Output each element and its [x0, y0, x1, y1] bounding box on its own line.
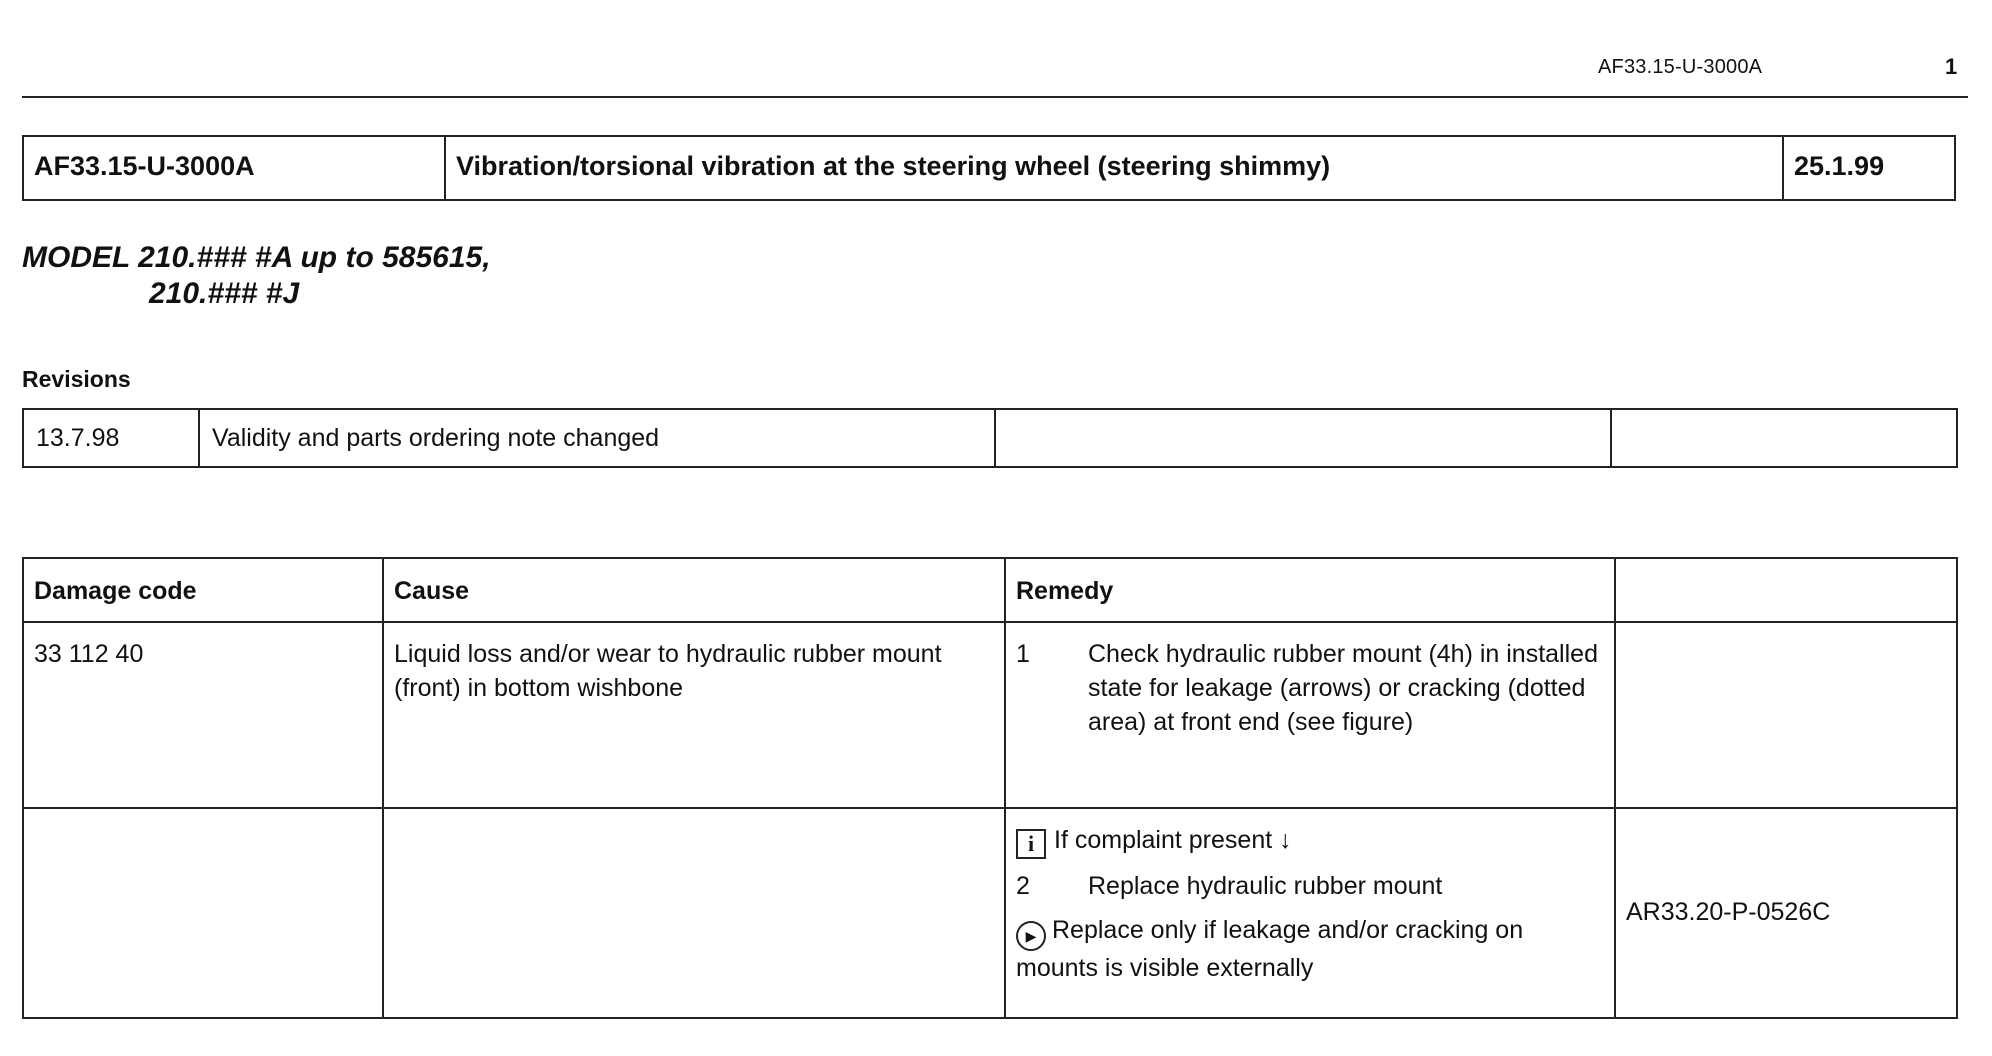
revisions-label: Revisions: [22, 366, 131, 392]
diagnosis-table: [22, 557, 1958, 1019]
title-table: [22, 135, 1956, 201]
info-text: If complaint present ↓: [1054, 826, 1292, 854]
header-cause: Cause: [383, 558, 1005, 622]
remedy-cell: [1005, 622, 1615, 808]
remedy-step-1: [1016, 637, 1604, 739]
revision-text: Validity and parts ordering note changed: [199, 409, 995, 467]
revision-row: [23, 409, 1957, 467]
info-box-icon: i: [1016, 829, 1046, 859]
table-row: [23, 622, 1957, 808]
step-number: 2: [1016, 872, 1030, 900]
revisions-table: [22, 408, 1958, 468]
title-date: 25.1.99: [1783, 136, 1955, 200]
damage-code-cell-empty: [23, 808, 383, 1018]
reference-link[interactable]: AR33.20-P-0526C: [1626, 898, 1831, 926]
reference-cell: [1615, 622, 1957, 808]
header-doc-code: AF33.15-U-3000A: [1598, 56, 1763, 78]
cause-cell-empty: [383, 808, 1005, 1018]
remedy-step-2: [1016, 869, 1604, 903]
model-line-2: 210.### #J: [149, 277, 300, 310]
revision-cell-4: [1611, 409, 1957, 467]
reference-cell: [1615, 808, 1957, 1018]
model-line-1: MODEL 210.### #A up to 585615,: [22, 241, 491, 274]
step-number: 1: [1016, 640, 1030, 668]
title-code: AF33.15-U-3000A: [23, 136, 445, 200]
revision-date: 13.7.98: [23, 409, 199, 467]
cause-cell: Liquid loss and/or wear to hydraulic rubber mount (front) in bottom wishbone: [383, 622, 1005, 808]
revision-cell-3: [995, 409, 1611, 467]
header-reference: [1615, 558, 1957, 622]
table-header-row: [23, 558, 1957, 622]
note-circle-icon: ▶: [1016, 921, 1046, 951]
header-damage-code: Damage code: [23, 558, 383, 622]
note-text: Replace only if leakage and/or cracking on mounts is visible externally: [1016, 916, 1524, 982]
table-row: [23, 808, 1957, 1018]
info-line: [1016, 823, 1604, 859]
header-remedy: Remedy: [1005, 558, 1615, 622]
step-text: Replace hydraulic rubber mount: [1088, 872, 1443, 900]
header-rule: [22, 96, 1968, 98]
remedy-cell: [1005, 808, 1615, 1018]
note-line: [1016, 913, 1604, 985]
header-page-number: 1: [1945, 54, 1958, 79]
step-text: Check hydraulic rubber mount (4h) in installed state for leakage (arrows) or cracking (dotted area) at front end (see figure): [1088, 640, 1598, 736]
damage-code-cell: 33 112 40: [23, 622, 383, 808]
model-designation: [22, 240, 491, 312]
title-subject: Vibration/torsional vibration at the steering wheel (steering shimmy): [445, 136, 1783, 200]
